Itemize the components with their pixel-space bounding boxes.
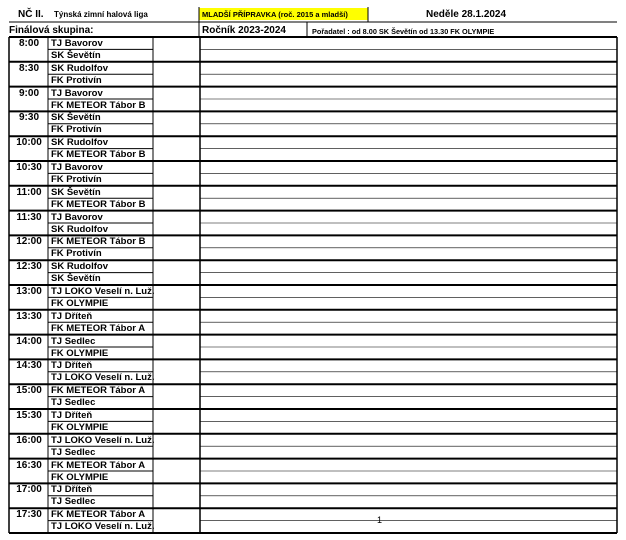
away-team: FK Protivín [51, 248, 102, 260]
away-team: FK OLYMPIE [51, 297, 109, 309]
group-label: Finálová skupina: [9, 25, 94, 36]
home-team: FK METEOR Tábor B [51, 236, 146, 248]
match-time: 11:30 [16, 211, 42, 223]
away-team: FK Protivín [51, 124, 102, 136]
event-date: Neděle 28.1.2024 [426, 9, 507, 20]
home-team: TJ LOKO Veselí n. Luž. [51, 286, 155, 297]
match-time: 17:00 [16, 484, 42, 496]
away-team: SK Rudolfov [51, 223, 108, 235]
away-team: FK Protivín [51, 74, 102, 86]
home-team: TJ Bavorov [51, 162, 103, 173]
away-team: FK OLYMPIE [51, 421, 109, 433]
home-team: FK METEOR Tábor A [51, 385, 146, 397]
away-team: TJ Sedlec [51, 397, 96, 409]
organizer-label: Pořadatel : od 8.00 SK Ševětín od 13.30 FK OLYMPIE [312, 27, 495, 36]
away-team: SK Ševětín [51, 49, 101, 61]
match-time: 10:00 [16, 137, 42, 149]
away-team: FK METEOR Tábor B [51, 149, 146, 161]
page-number: 1 [377, 515, 383, 525]
match-time: 16:00 [16, 434, 42, 446]
home-team: SK Ševětín [51, 112, 101, 124]
home-team: TJ LOKO Veselí n. Luž. [51, 434, 155, 446]
sheet-code: NČ II. [18, 9, 44, 20]
home-team: FK METEOR Tábor A [51, 459, 146, 471]
match-time: 11:00 [16, 186, 42, 198]
season-label: Ročník 2023-2024 [202, 25, 286, 36]
match-time: 9:30 [18, 112, 39, 124]
match-time: 16:30 [16, 459, 42, 471]
home-team: TJ Dříteň [51, 484, 93, 496]
match-time: 8:00 [18, 38, 39, 49]
match-time: 12:00 [16, 236, 42, 248]
match-time: 12:30 [16, 261, 42, 273]
match-time: 10:30 [16, 162, 42, 173]
away-team: FK OLYMPIE [51, 347, 109, 359]
away-team: TJ LOKO Veselí n. Luž. [51, 521, 155, 533]
match-time: 15:30 [16, 410, 42, 421]
away-team: FK METEOR Tábor B [51, 99, 146, 111]
home-team: SK Rudolfov [51, 62, 108, 74]
category-label: MLADŠÍ PŘÍPRAVKA (roč. 2015 a mladší) [202, 10, 348, 19]
match-time: 13:00 [16, 286, 42, 297]
match-time: 9:00 [18, 87, 39, 99]
away-team: FK Protivín [51, 173, 102, 185]
away-team: FK METEOR Tábor B [51, 198, 146, 210]
home-team: TJ Dříteň [51, 410, 93, 421]
away-team: FK OLYMPIE [51, 471, 109, 483]
match-time: 15:00 [16, 385, 42, 397]
home-team: TJ Dříteň [51, 310, 93, 322]
home-team: SK Rudolfov [51, 137, 108, 149]
match-time: 13:30 [16, 310, 42, 322]
home-team: SK Ševětín [51, 186, 101, 198]
match-time: 17:30 [16, 509, 42, 521]
home-team: TJ Bavorov [51, 87, 103, 99]
away-team: TJ LOKO Veselí n. Luž. [51, 372, 155, 384]
home-team: TJ Bavorov [51, 38, 103, 49]
match-time: 14:30 [16, 360, 42, 372]
home-team: SK Rudolfov [51, 261, 108, 273]
home-team: TJ Dříteň [51, 360, 93, 372]
league-name: Týnská zimní halová liga [54, 10, 148, 19]
home-team: FK METEOR Tábor A [51, 509, 146, 521]
away-team: TJ Sedlec [51, 446, 96, 458]
away-team: FK METEOR Tábor A [51, 322, 146, 334]
away-team: TJ Sedlec [51, 496, 96, 508]
home-team: TJ Bavorov [51, 211, 103, 223]
match-time: 8:30 [18, 62, 39, 74]
match-time: 14:00 [16, 335, 42, 347]
home-team: TJ Sedlec [51, 335, 96, 347]
away-team: SK Ševětín [51, 273, 101, 285]
